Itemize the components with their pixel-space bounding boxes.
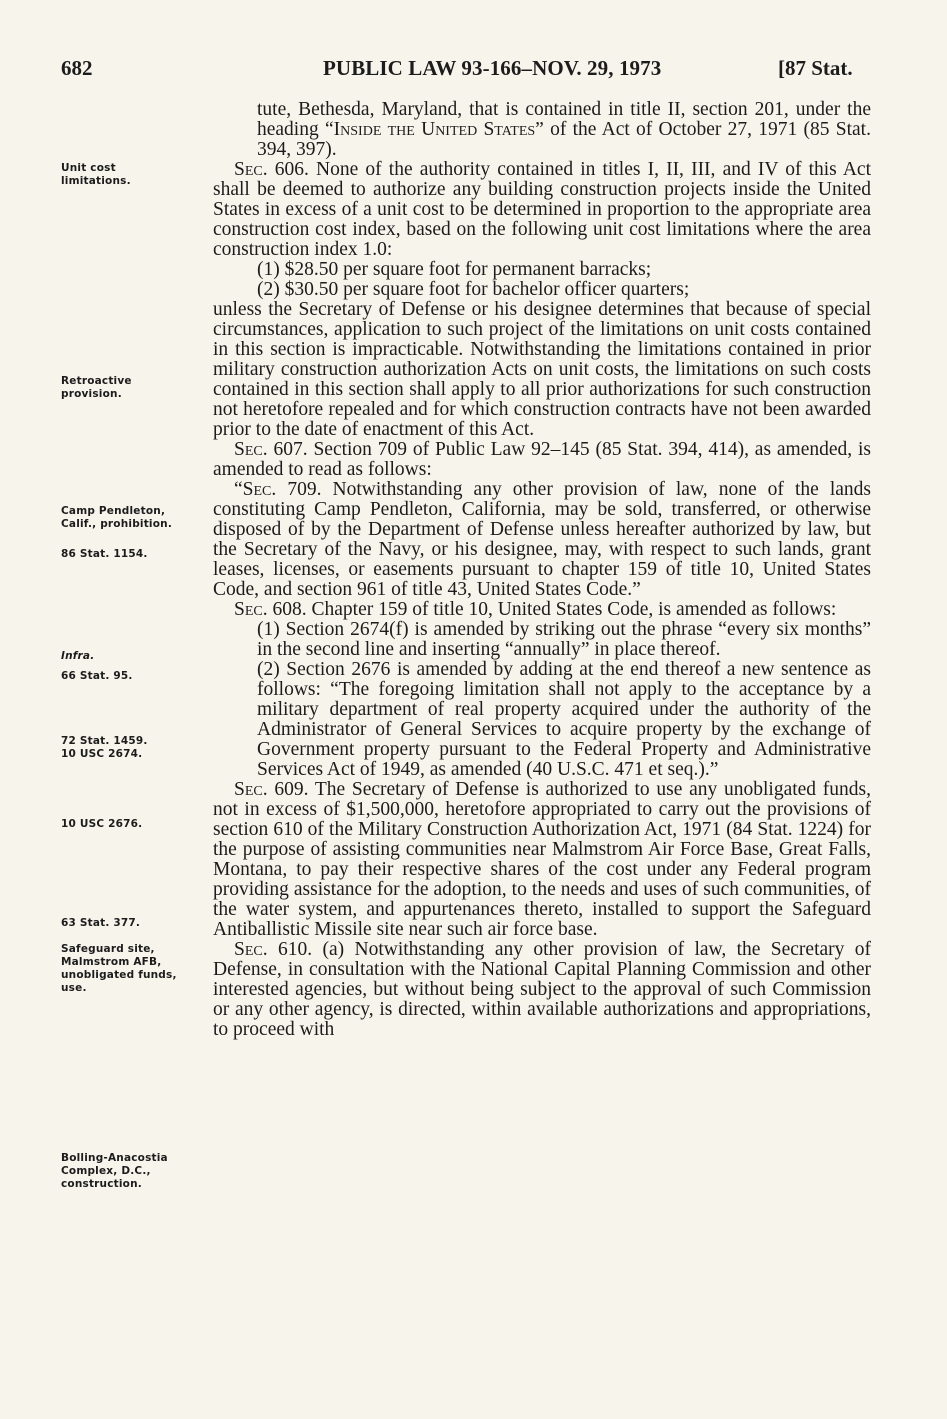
section-label: Sec. (234, 939, 268, 960)
section-606: Sec. 606. None of the authority contained in titles I, II, III, and IV of this Act shall be deemed to authorize any building construction projects inside the United States in excess of a unit cost to be determined in proportion to the appropriate area construction cost index, based on the following unit cost limitations where the area construction index 1.0: (213, 159, 871, 260)
section-606-item-2: (2) $30.50 per square foot for bachelor officer quarters; (257, 279, 690, 300)
section-607: Sec. 607. Section 709 of Public Law 92–145 (85 Stat. 394, 414), as amended, is amended to read as follows: (213, 439, 871, 480)
volume-reference: [87 Stat. (778, 56, 853, 80)
section-709-quote: “Sec. 709. Notwithstanding any other provision of law, none of the lands constituting Camp Pendleton, California, may be sold, transferred, or otherwise disposed of by the Department of Defense unless hereafter authorized by law, but the Secretary of the Navy, or his designee, may, with respect to such lands, grant leases, licenses, or easements pursuant to chapter 159 of title 10, United States Code, and section 961 of title 43, United States Code.” (213, 479, 871, 600)
page-number: 682 (61, 56, 93, 80)
running-head: PUBLIC LAW 93-166–NOV. 29, 1973 (323, 56, 662, 80)
section-label: Sec. (234, 599, 268, 620)
margin-note-safeguard: Safeguard site, Malmstrom AFB, unobligated funds, use. (61, 943, 177, 994)
section-608: Sec. 608. Chapter 159 of title 10, United States Code, is amended as follows: (234, 599, 837, 620)
section-label: Sec. (234, 439, 268, 460)
section-606-item-1: (1) $28.50 per square foot for permanent barracks; (257, 259, 652, 280)
margin-note-unit-cost: Unit cost limitations. (61, 162, 131, 187)
heading-inside-us: Inside the United States (333, 119, 536, 140)
margin-note-66-stat-95: 66 Stat. 95. (61, 670, 133, 682)
page-header (0, 56, 947, 86)
margin-note-infra: Infra. (61, 650, 95, 662)
section-label: Sec. (234, 779, 268, 800)
continuation-paragraph: tute, Bethesda, Maryland, that is contained in title II, section 201, under the heading “Inside the United States” of the Act of October 27, 1971 (85 Stat. 394, 397). (257, 99, 871, 160)
section-609: Sec. 609. The Secretary of Defense is authorized to use any unobligated funds, not in excess of $1,500,000, heretofore appropriated to carry out the provisions of section 610 of the Military Construction Authorization Act, 1971 (84 Stat. 1224) for the purpose of assisting communities near Malmstrom Air Force Base, Great Falls, Montana, to pay their respective shares of the cost under any Federal program providing assistance for the adoption, to the needs and uses of such communities, of the water system, and appurtenances thereto, installed to support the Safeguard Antiballistic Missile site near such air force base. (213, 779, 871, 940)
section-label: “Sec. (234, 479, 277, 500)
margin-note-bolling: Bolling-Anacostia Complex, D.C., construction. (61, 1152, 168, 1190)
margin-note-10-usc-2674: 10 USC 2674. (61, 748, 143, 760)
section-610: Sec. 610. (a) Notwithstanding any other provision of law, the Secretary of Defense, in consultation with the National Capital Planning Commission and other interested agencies, but without being subject to the approval of such Commission or any other agency, is directed, within available authorizations and appropriations, to proceed with (213, 939, 871, 1040)
margin-note-camp-pendleton: Camp Pendleton, Calif., prohibition. (61, 505, 173, 530)
margin-note-86-stat-1154: 86 Stat. 1154. (61, 548, 148, 560)
margin-note-63-stat-377: 63 Stat. 377. (61, 917, 141, 929)
margin-note-72-stat-1459: 72 Stat. 1459. (61, 735, 148, 747)
section-606-tail: unless the Secretary of Defense or his designee determines that because of special circumstances, application to such project of the limitations on unit costs contained in this section is impracticable. Notwithstanding the limitations contained in prior military construction authorization Acts on unit costs, the limitations on such costs contained in this section shall apply to all prior authorizations for such construction not heretofore repealed and for which construction contracts have not been awarded prior to the date of enactment of this Act. (213, 299, 871, 440)
margin-note-retroactive: Retroactive provision. (61, 375, 132, 400)
section-608-item-1: (1) Section 2674(f) is amended by striking out the phrase “every six months” in the second line and inserting “annually” in place thereof. (257, 619, 871, 660)
section-label: Sec. (234, 159, 268, 180)
section-608-item-2: (2) Section 2676 is amended by adding at the end thereof a new sentence as follows: “The foregoing limitation shall not apply to the acceptance by a military department of real property acquired under the authority of the Administrator of General Services to acquire property by the exchange of Government property pursuant to the Federal Property and Administrative Services Act of 1949, as amended (40 U.S.C. 471 et seq.).” (257, 659, 871, 780)
margin-note-10-usc-2676: 10 USC 2676. (61, 818, 143, 830)
body-text (213, 100, 871, 1040)
